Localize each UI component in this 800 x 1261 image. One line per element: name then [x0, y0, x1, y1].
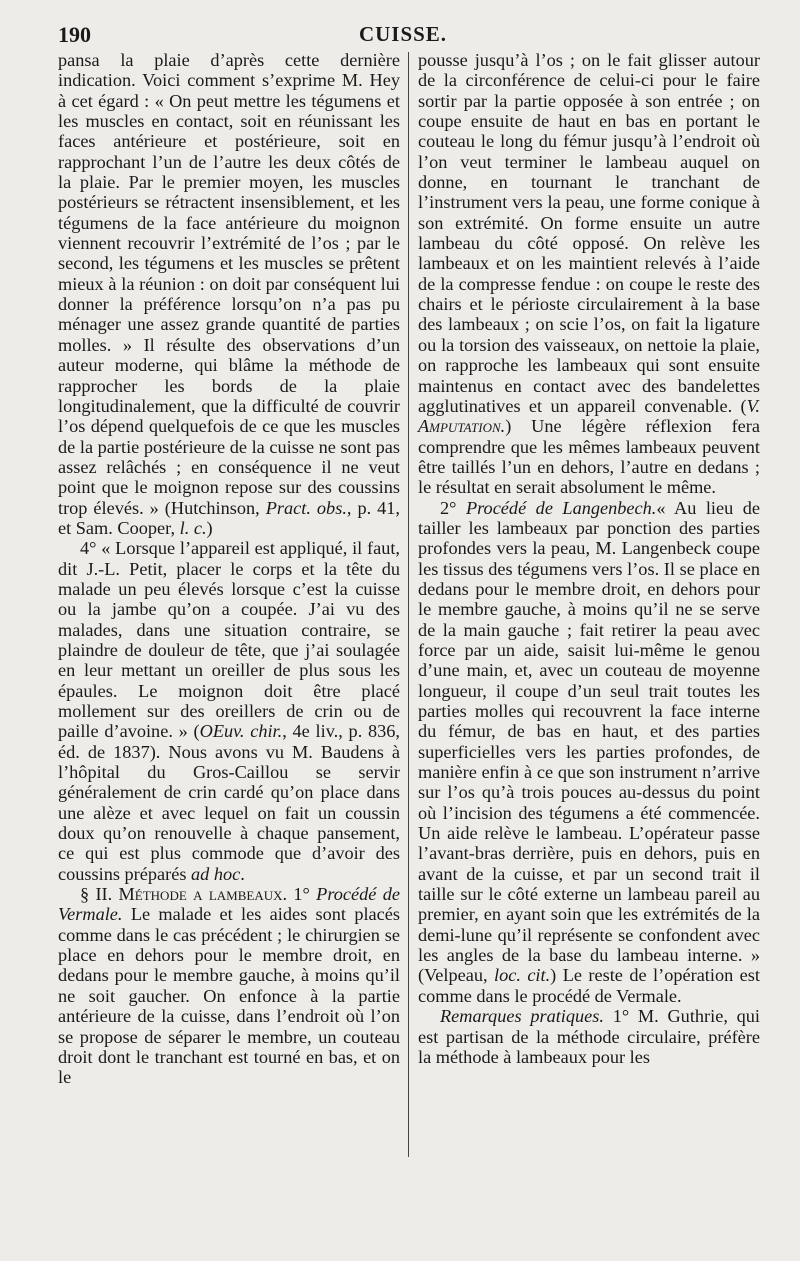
page-number: 190: [58, 22, 91, 47]
citation: loc. cit.: [493, 965, 551, 986]
citation: Pract. obs.: [265, 497, 347, 518]
body-text: 1° M. Guthrie, qui est partisan de la méthode circulaire, préfère la méthode à lambeaux pour les: [418, 1006, 760, 1067]
body-text: ): [206, 517, 213, 538]
latin-phrase: ad hoc: [191, 863, 241, 884]
body-text: pansa la plaie d’après cette dernière indication. Voici comment s’exprime M. Hey à cet égard : « On peut mettre les tégumens et les muscles en contact, soit en réunissant les faces antérieure et postérieure, soit en rapprochant l’un de l’autre les deux côtés de la plaie. Par le premier moyen, les muscles postérieurs se rétractent insensiblement, et les tégumens de la face antérieure du moignon viennent recouvrir l’extrémité de l’os ; par le second, les tégumens et les muscles se prêtent mieux à la réunion : on doit par conséquent lui donner la préférence lorsqu’on n’a pas pu ménager une assez grande quantité de parties molles. » Il résulte des observations d’un auteur moderne, qui blâme la méthode de rapprocher les bords de la plaie longitudinalement, que la difficulté de couvrir l’os dépend quelquefois de ce que les muscles de la partie postérieure de la cuisse ne sont pas assez relâchés ; en conséquence il ne veut point que le moignon repose sur des coussins trop élevés. » (Hutchinson,: [58, 50, 400, 518]
body-text: pousse jusqu’à l’os ; on le fait glisser autour de la circonférence de celui-ci pour le faire sortir par la partie opposée à son entrée ; on coupe ensuite de haut en bas en portant le couteau le long du fémur jusqu’à l’endroit où l’on veut terminer le lambeau auquel on donne, en tournant le tranchant de l’instrument vers la peau, une forme conique à son extrémité. On forme ensuite un autre lambeau du côté opposé. On relève les lambeaux et on les maintient relevés à l’aide de la compresse fendue : on coupe le reste des chairs et le périoste circulairement à la base des lambeaux ; on scie l’os, on fait la ligature ou la torsion des vaisseaux, on nettoie la plaie, on rapproche les lambeaux qui sont ensuite maintenus en contact avec des bandelettes agglutinatives et un appareil convenable. (: [418, 50, 760, 416]
section-heading: § II. Méthode a lambeaux.: [80, 884, 288, 905]
running-title: CUISSE.: [358, 22, 448, 46]
citation: l. c.: [179, 517, 207, 538]
left-column: [58, 50, 400, 1088]
paragraph-number: 4°: [80, 538, 97, 559]
body-text: « Lorsque l’appareil est appliqué, il faut, dit J.-L. Petit, placer le corps et la tête du malade un peu élevés lorsque c’est la cuisse ou la jambe qu’on a coupée. J’ai vu des malades, dans une situation contraire, se plaindre de douleur de tête, que j’ai soulagée en leur mettant un oreiller de plus sous les épaules. Le moignon doit être placé mollement sur des oreillers de crin ou de paille d’avoine. » (: [58, 538, 401, 742]
procedure-title: Procédé de Langenbech.: [465, 497, 657, 518]
cross-reference: V. Amputation.: [418, 395, 760, 437]
body-text: , p. 41, et Sam. Cooper,: [58, 497, 400, 538]
citation: OEuv. chir.: [199, 721, 283, 742]
body-text: Le malade et les aides sont placés comme dans le cas précédent ; le chirurgien se place en dehors pour le membre droit, en dedans pour le membre gauche, à moins qu’il ne soit gaucher. On enfonce à la partie antérieure de la cuisse, dans l’endroit où l’on se propose de séparer le membre, un couteau droit dont le tranchant est tourné en bas, et on le: [58, 904, 400, 1088]
body-text: ) Le reste de l’opération est comme dans le procédé de Vermale.: [418, 965, 760, 1006]
section-subtitle: Remarques pratiques.: [440, 1006, 604, 1027]
paragraph: [58, 538, 400, 884]
right-column: [418, 50, 760, 1067]
paragraph: [418, 498, 760, 1007]
paragraph-number: 1°: [293, 884, 310, 905]
column-divider: [408, 52, 409, 1157]
page-header: [58, 22, 748, 52]
paragraph: [58, 884, 400, 1087]
body-text: ) Une légère réflexion fera comprendre que les mêmes lambeaux peuvent être taillés l’un en dehors, l’autre en dedans ; le résultat en serait absolument le même.: [418, 416, 760, 498]
paragraph-number: 2°: [440, 497, 457, 518]
body-text: « Au lieu de tailler les lambeaux par ponction des parties profondes vers la peau, M. Langenbeck coupe les tissus des tégumens vers l’os. Il se place en dedans pour le membre droit, en dehors pour le membre gauche, à moins qu’il ne se serve de la main gauche ; fait retirer la peau avec force par un aide, saisit lui-même le genou d’une main, et, avec un couteau de moyenne longueur, il coupe d’un seul trait toutes les parties molles qui recouvrent la face interne du fémur, de bas en haut, et des parties superficielles vers les parties profondes, de manière enfin à ce que son instrument n’arrive sur l’os qu’à trois pouces au-dessus du point où l’incision des tégumens a été commencée. Un aide relève le lambeau. L’opérateur passe l’avant-bras derrière, puis en dehors, puis en avant de la cuisse, et par un second trait il taille sur le côté externe un lambeau pareil au premier, en ayant soin que les extrémités de la demi-lune qu’il représente se confondent avec les angles de la base du lambeau interne. » (Velpeau,: [418, 497, 760, 986]
procedure-title: Procédé de Vermale.: [58, 884, 400, 925]
paragraph: [418, 50, 760, 498]
paragraph: [418, 1006, 760, 1067]
paragraph: [58, 50, 400, 538]
body-text: , 4e liv., p. 836, éd. de 1837). Nous avons vu M. Baudens à l’hôpital du Gros-Caillou se servir généralement de crin cardé qu’on place dans une alèze et avec lequel on fait un coussin doux qu’on renouvelle à chaque pansement, ce qui est plus commode que d’avoir des coussins préparés: [58, 721, 401, 884]
punctuation: .: [240, 863, 245, 884]
